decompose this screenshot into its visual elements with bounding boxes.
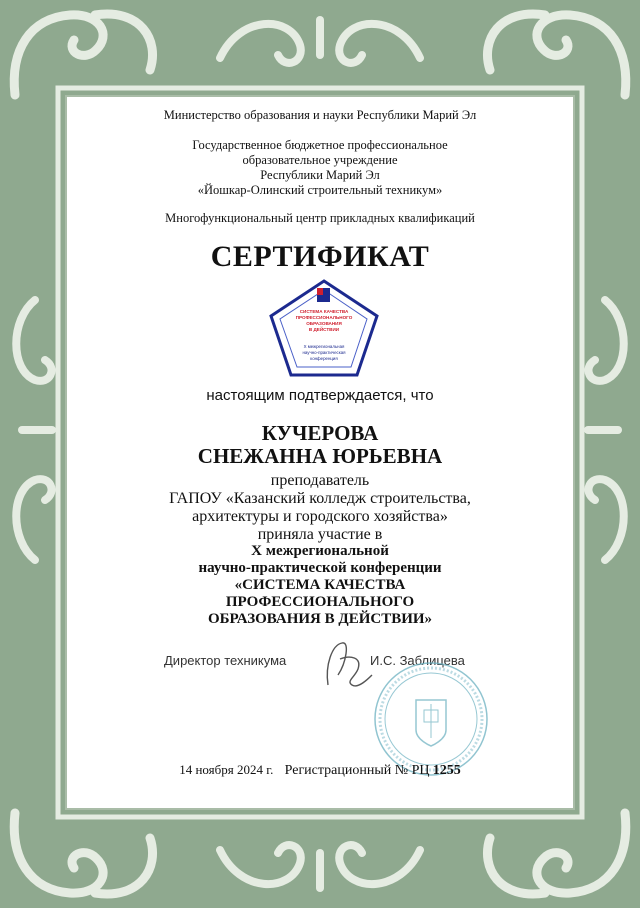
person-surname: КУЧЕРОВА — [261, 421, 379, 445]
issue-date: 14 ноября 2024 г. — [179, 762, 274, 777]
certificate-title: СЕРТИФИКАТ — [210, 240, 430, 273]
logo-line-3: ОБРАЗОВАНИЯ — [306, 321, 342, 326]
confirm-text: настоящим подтверждается, что — [206, 387, 434, 404]
org-line-3: Республики Марий Эл — [260, 168, 380, 182]
logo-sub-3: конференция — [310, 356, 338, 361]
director-name: И.С. Заблицева — [370, 653, 465, 668]
conference-line-2: научно-практической конференции — [198, 560, 442, 576]
logo-line-1: СИСТЕМА КАЧЕСТВА — [299, 309, 349, 314]
logo-sub-2: научно-практическая — [302, 350, 346, 355]
ministry-line: Министерство образования и науки Республики Марий Эл — [163, 108, 477, 122]
person-org-1: ГАПОУ «Казанский колледж строительства, — [169, 490, 471, 507]
certificate-body — [70, 100, 570, 805]
stamp-emblem-icon — [416, 700, 446, 746]
org-line-2: образовательное учреждение — [242, 153, 398, 167]
center-line: Многофункциональный центр прикладных квалификаций — [165, 211, 475, 225]
took-part-text: приняла участие в — [257, 526, 383, 543]
person-org-2: архитектуры и городского хозяйства» — [192, 508, 448, 525]
org-line-4: «Йошкар-Олинский строительный техникум» — [197, 183, 443, 197]
director-role: Директор техникума — [164, 653, 287, 668]
registration-label: Регистрационный № РЦ — [284, 763, 430, 778]
certificate-footer — [70, 762, 570, 779]
conference-line-5: ОБРАЗОВАНИЯ В ДЕЙСТВИИ» — [207, 611, 433, 627]
logo-line-4: В ДЕЙСТВИИ — [308, 327, 340, 332]
person-given-names: СНЕЖАННА ЮРЬЕВНА — [197, 444, 443, 468]
logo-sub-1: Х межрегиональная — [303, 344, 345, 349]
conference-line-4: ПРОФЕССИОНАЛЬНОГО — [225, 594, 415, 610]
conference-pentagon-logo — [267, 278, 381, 378]
org-line-1: Государственное бюджетное профессиональное — [192, 138, 448, 152]
logo-line-2: ПРОФЕССИОНАЛЬНОГО — [295, 315, 353, 320]
conference-line-3: «СИСТЕМА КАЧЕСТВА — [234, 577, 406, 593]
official-stamp — [372, 660, 490, 778]
registration-number: 1255 — [432, 763, 461, 778]
conference-line-1: Х межрегиональной — [251, 543, 389, 559]
person-position: преподаватель — [270, 472, 370, 489]
